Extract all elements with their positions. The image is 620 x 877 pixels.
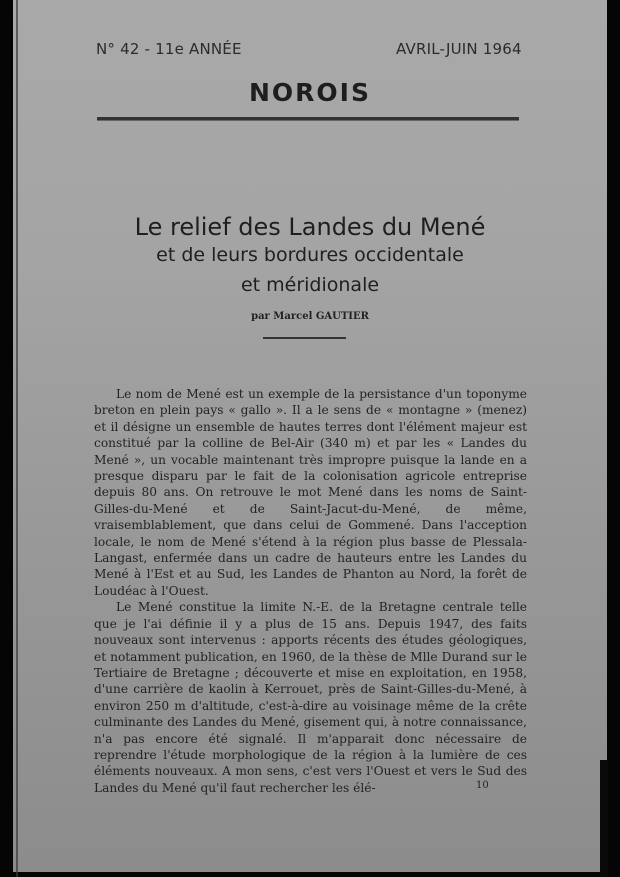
scan-border — [600, 760, 608, 877]
paragraph: Le nom de Mené est un exemple de la persistance d'un toponyme breton en plein pays « gallo ». Il a le sens de « montagne » (menez) et il désigne un ensemble de hautes terres dont l'élément majeur est constitué par la colline de Bel-Air (340 m) et par les « Landes du Mené », un vocable maintenant très impropre puisque la lande en a presque disparu par le fait de la colonisation agricole entreprise depuis 80 ans. On retrouve le mot Mené dans les noms de Saint-Gilles-du-Mené et de Saint-Jacut-du-Mené, de même, vraisemblablement, que dans celui de Gommené. Dans l'acception locale, le nom de Mené s'étend à la région plus basse de Plessala-Langast, enfermée dans un cadre de hauteurs entre les Landes du Mené à l'Est et au Sud, les Landes de Phanton au Nord, la forêt de Loudéac à l'Ouest. — [94, 387, 527, 598]
article-author: par Marcel GAUTIER — [251, 311, 369, 322]
article-subtitle-1: et de leurs bordures occidentale — [156, 244, 464, 266]
paragraph: Le Mené constitue la limite N.-E. de la Bretagne centrale telle que je l'ai définie il y a plus de 15 ans. Depuis 1947, des faits nouveaux sont intervenus : apports récents des études géologiques, et notamment publication, en 1960, de la thèse de Mlle Durand sur le Tertiaire de Bretagne ; découverte et mise en exploitation, en 1958, d'une carrière de kaolin à Kerrouet, près de Saint-Gilles-du-Mené, à environ 250 m d'altitude, c'est-à-dire au voisinage même de la crête culminante des Landes du Mené, gisement qui, à notre connaissance, n'a pas encore été signalé. Il m'apparait donc nécessaire de reprendre l'étude morphologique de la région à la lumière de ces éléments nouveaux. A mon sens, c'est vers l'Ouest et vers le Sud des Landes du Mené qu'il faut rechercher les élé- — [94, 600, 527, 795]
title-separator — [263, 337, 346, 339]
header-rule — [97, 117, 519, 121]
issue-number: N° 42 - 11e ANNÉE — [96, 40, 242, 58]
page-edge — [16, 0, 18, 877]
article-title: Le relief des Landes du Mené — [134, 213, 486, 241]
article-body — [94, 386, 527, 796]
journal-title: NOROIS — [249, 78, 371, 107]
page-number: 10 — [476, 780, 489, 791]
issue-date: AVRIL-JUIN 1964 — [396, 40, 522, 58]
article-subtitle-2: et méridionale — [240, 274, 380, 296]
